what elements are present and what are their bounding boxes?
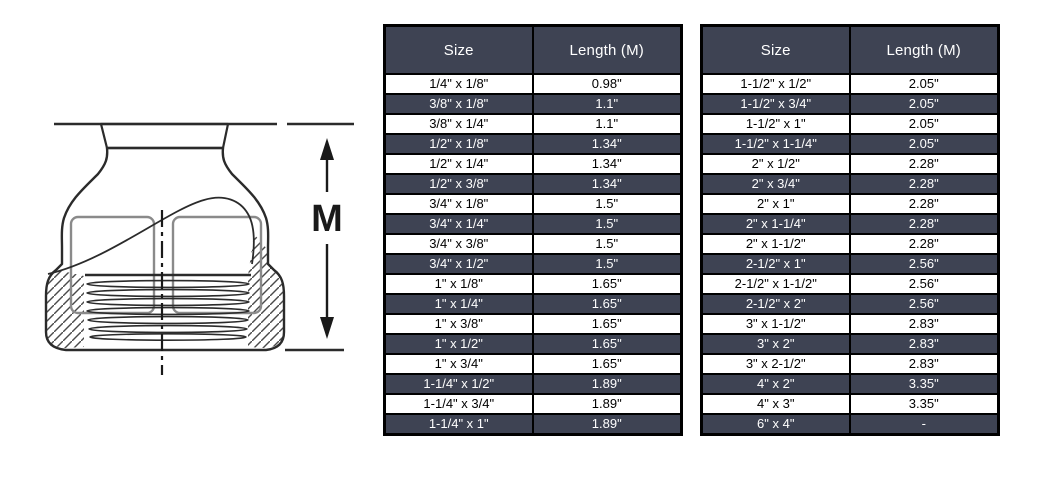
size-cell: 6" x 4": [702, 414, 850, 435]
length-cell: 1.89": [533, 394, 682, 414]
length-cell: 1.65": [533, 334, 682, 354]
length-cell: 2.05": [850, 134, 999, 154]
size-cell: 3/4" x 1/2": [385, 254, 533, 274]
table-row: [702, 114, 999, 134]
table-row: [385, 274, 682, 294]
table-row: [702, 314, 999, 334]
length-cell: 1.5": [533, 194, 682, 214]
hatch-left-wall: [46, 270, 84, 348]
size-cell: 2-1/2" x 1": [702, 254, 850, 274]
size-cell: 3" x 2": [702, 334, 850, 354]
size-cell: 3/4" x 3/8": [385, 234, 533, 254]
header-row: [702, 26, 999, 75]
size-cell: 4" x 2": [702, 374, 850, 394]
length-cell: -: [850, 414, 999, 435]
length-cell: 2.28": [850, 154, 999, 174]
table-row: [702, 134, 999, 154]
size-cell: 3" x 1-1/2": [702, 314, 850, 334]
length-cell: 1.65": [533, 354, 682, 374]
section-break-line: [48, 198, 254, 274]
size-cell: 1-1/2" x 1-1/4": [702, 134, 850, 154]
length-cell: 1.34": [533, 134, 682, 154]
length-cell: 1.5": [533, 214, 682, 234]
length-cell: 1.34": [533, 154, 682, 174]
size-cell: 1/4" x 1/8": [385, 74, 533, 94]
table-row: [702, 254, 999, 274]
table-row: [385, 334, 682, 354]
table-row: [702, 374, 999, 394]
size-cell: 3/4" x 1/4": [385, 214, 533, 234]
column-header: Size: [385, 26, 533, 75]
table-row: [385, 314, 682, 334]
length-cell: 2.28": [850, 234, 999, 254]
length-cell: 2.05": [850, 114, 999, 134]
size-cell: 3/4" x 1/8": [385, 194, 533, 214]
size-cell: 2" x 3/4": [702, 174, 850, 194]
length-cell: 2.28": [850, 214, 999, 234]
size-cell: 1-1/4" x 1/2": [385, 374, 533, 394]
column-header: Length (M): [533, 26, 682, 75]
size-cell: 2-1/2" x 2": [702, 294, 850, 314]
length-cell: 1.89": [533, 374, 682, 394]
table-row: [385, 354, 682, 374]
size-cell: 3" x 2-1/2": [702, 354, 850, 374]
table-row: [702, 154, 999, 174]
table-row: [702, 94, 999, 114]
length-cell: 2.28": [850, 194, 999, 214]
table-row: [385, 114, 682, 134]
table-row: [385, 174, 682, 194]
table-row: [702, 234, 999, 254]
size-cell: 2" x 1": [702, 194, 850, 214]
length-cell: 3.35": [850, 374, 999, 394]
table-row: [702, 274, 999, 294]
size-cell: 1-1/2" x 3/4": [702, 94, 850, 114]
dimension-arrow-down: [320, 244, 334, 339]
length-cell: 1.65": [533, 294, 682, 314]
size-cell: 1/2" x 1/4": [385, 154, 533, 174]
table-row: [385, 394, 682, 414]
table-row: [702, 74, 999, 94]
size-cell: 3/8" x 1/4": [385, 114, 533, 134]
table-row: [702, 394, 999, 414]
table-row: [385, 194, 682, 214]
length-cell: 2.83": [850, 354, 999, 374]
size-cell: 1-1/4" x 1": [385, 414, 533, 435]
length-cell: 2.28": [850, 174, 999, 194]
size-cell: 1" x 3/8": [385, 314, 533, 334]
size-length-table-2: [700, 24, 1000, 436]
size-cell: 2" x 1-1/2": [702, 234, 850, 254]
table-row: [385, 214, 682, 234]
size-cell: 3/8" x 1/8": [385, 94, 533, 114]
length-cell: 1.5": [533, 234, 682, 254]
table-row: [385, 134, 682, 154]
size-length-table-1: [383, 24, 683, 436]
thread-lines: [85, 275, 251, 340]
table-row: [702, 354, 999, 374]
table-row: [385, 94, 682, 114]
length-cell: 1.1": [533, 94, 682, 114]
table-row: [385, 294, 682, 314]
size-cell: 2-1/2" x 1-1/2": [702, 274, 850, 294]
table-row: [702, 334, 999, 354]
length-cell: 1.1": [533, 114, 682, 134]
table-row: [385, 234, 682, 254]
length-cell: 2.83": [850, 334, 999, 354]
length-cell: 1.65": [533, 274, 682, 294]
table-row: [702, 414, 999, 435]
length-cell: 3.35": [850, 394, 999, 414]
length-cell: 1.89": [533, 414, 682, 435]
length-cell: 2.05": [850, 94, 999, 114]
header-row: [385, 26, 682, 75]
length-cell: 1.5": [533, 254, 682, 274]
size-cell: 1" x 3/4": [385, 354, 533, 374]
table-row: [702, 214, 999, 234]
size-cell: 1/2" x 1/8": [385, 134, 533, 154]
length-cell: 2.56": [850, 294, 999, 314]
top-band-outline: [101, 124, 228, 148]
table-row: [385, 414, 682, 435]
table-row: [702, 294, 999, 314]
length-cell: 2.56": [850, 274, 999, 294]
table-row: [702, 194, 999, 214]
size-cell: 1-1/2" x 1/2": [702, 74, 850, 94]
column-header: Size: [702, 26, 850, 75]
dimension-label: M: [311, 198, 343, 240]
fitting-diagram: [18, 98, 360, 390]
length-cell: 1.34": [533, 174, 682, 194]
size-cell: 1-1/2" x 1": [702, 114, 850, 134]
column-header: Length (M): [850, 26, 999, 75]
table-row: [385, 254, 682, 274]
length-cell: 2.83": [850, 314, 999, 334]
table-row: [385, 374, 682, 394]
size-cell: 1" x 1/4": [385, 294, 533, 314]
reducing-coupling-drawing: [18, 98, 360, 390]
size-cell: 2" x 1/2": [702, 154, 850, 174]
size-cell: 1" x 1/8": [385, 274, 533, 294]
length-cell: 2.05": [850, 74, 999, 94]
size-cell: 1/2" x 3/8": [385, 174, 533, 194]
table-row: [702, 174, 999, 194]
dimension-arrow-up: [320, 138, 334, 192]
length-cell: 2.56": [850, 254, 999, 274]
size-cell: 4" x 3": [702, 394, 850, 414]
size-cell: 1" x 1/2": [385, 334, 533, 354]
size-cell: 2" x 1-1/4": [702, 214, 850, 234]
length-cell: 1.65": [533, 314, 682, 334]
length-cell: 0.98": [533, 74, 682, 94]
table-row: [385, 74, 682, 94]
table-row: [385, 154, 682, 174]
size-cell: 1-1/4" x 3/4": [385, 394, 533, 414]
